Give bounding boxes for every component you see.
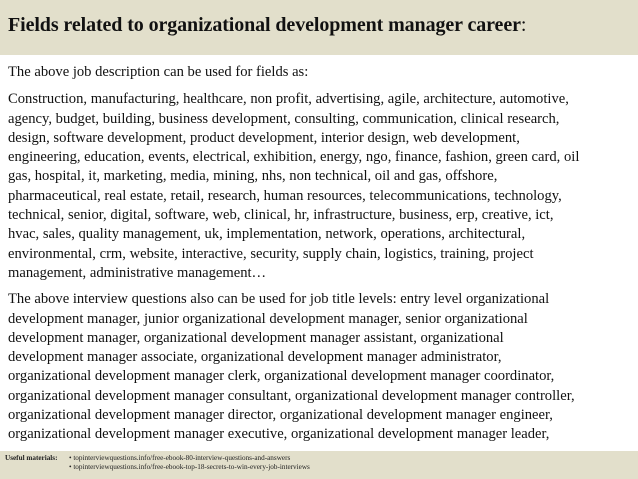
footer-row <box>5 454 638 463</box>
footer-link[interactable]: • topinterviewquestions.info/free-ebook-80-interview-questions-and-answers <box>69 454 291 462</box>
footer-spacer <box>5 463 69 472</box>
footer-label: Useful materials: <box>5 454 58 462</box>
fields-paragraph <box>8 90 634 283</box>
fields-line: gas, hospital, it, marketing, media, mining, nhs, non technical, oil and gas, offshore, <box>8 168 498 185</box>
levels-line: organizational development manager consultant, organizational development manager controller, <box>8 387 575 404</box>
slide-content <box>8 60 634 445</box>
footer-row <box>5 463 638 472</box>
levels-line: The above interview questions also can be used for job title levels: entry level organizational <box>8 291 550 308</box>
slide-title <box>8 14 526 36</box>
fields-line: pharmaceutical, real estate, retail, research, human resources, telecommunications, technology, <box>8 187 562 204</box>
fields-line: Construction, manufacturing, healthcare, non profit, advertising, agile, architecture, automotive, <box>8 91 569 108</box>
footer-bar <box>0 451 638 479</box>
levels-line: development manager, organizational development manager assistant, organizational <box>8 329 504 346</box>
slide-title-colon: : <box>520 14 527 36</box>
fields-line: environmental, crm, website, interactive, security, supply chain, logistics, training, project <box>8 245 534 262</box>
fields-line: hvac, sales, quality management, uk, implementation, network, operations, architectural, <box>8 226 526 243</box>
levels-line: organizational development manager executive, organizational development manager leader, <box>8 426 550 443</box>
levels-line: development manager, junior organizational development manager, senior organizational <box>8 310 528 327</box>
levels-line: development manager associate, organizational development manager administrator, <box>8 349 502 366</box>
fields-line: agency, budget, building, business development, consulting, communication, clinical research, <box>8 110 560 127</box>
intro-text: The above job description can be used for fields as: <box>8 64 309 80</box>
fields-line: technical, senior, digital, software, web, clinical, hr, infrastructure, business, erp, creative, ict, <box>8 207 554 224</box>
fields-line: design, software development, product development, interior design, web development, <box>8 129 520 146</box>
levels-line: organizational development manager director, organizational development manager engineer, <box>8 407 553 424</box>
levels-line: organizational development manager clerk, organizational development manager coordinator, <box>8 368 555 385</box>
footer-link[interactable]: • topinterviewquestions.info/free-ebook-top-18-secrets-to-win-every-job-interviews <box>69 463 310 471</box>
title-bar <box>0 0 638 55</box>
levels-paragraph <box>8 290 634 444</box>
fields-line: engineering, education, events, electrical, exhibition, energy, ngo, finance, fashion, green card, oil <box>8 149 580 166</box>
slide-title-text: Fields related to organizational development manager career <box>8 14 521 36</box>
fields-line: management, administrative management… <box>8 264 267 281</box>
